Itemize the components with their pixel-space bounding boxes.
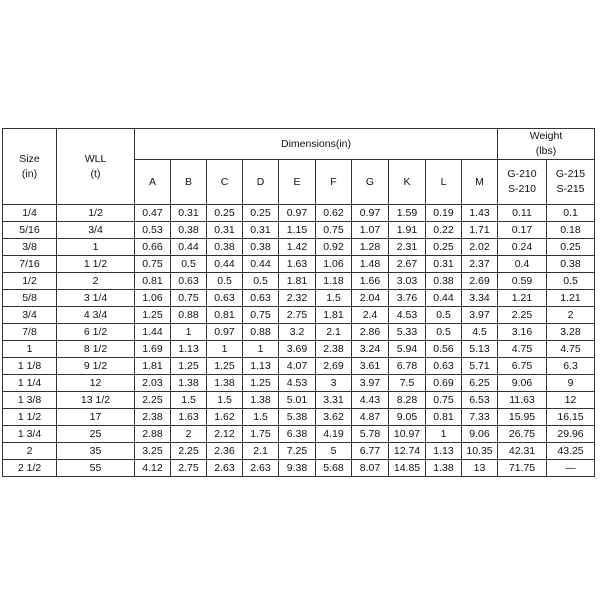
dim-col-header-a: A: [135, 160, 171, 205]
cell-weight-215: 3.28: [547, 324, 595, 341]
cell-b: 2.75: [171, 460, 207, 477]
cell-f: 1.5: [316, 290, 352, 307]
cell-f: 0.92: [316, 239, 352, 256]
cell-a: 1.44: [135, 324, 171, 341]
cell-d: 0.5: [243, 273, 279, 290]
cell-l: 0.22: [426, 222, 462, 239]
cell-e: 3.69: [279, 341, 316, 358]
cell-c: 2.63: [207, 460, 243, 477]
cell-k: 12.74: [389, 443, 426, 460]
dim-col-header-l: L: [426, 160, 462, 205]
cell-f: 5: [316, 443, 352, 460]
table-row: [3, 239, 595, 256]
cell-l: 0.19: [426, 205, 462, 222]
cell-size: 1: [3, 341, 57, 358]
cell-weight-215: 0.25: [547, 239, 595, 256]
cell-weight-215: —: [547, 460, 595, 477]
cell-b: 1.63: [171, 409, 207, 426]
cell-a: 0.53: [135, 222, 171, 239]
cell-k: 3.76: [389, 290, 426, 307]
cell-l: 1: [426, 426, 462, 443]
dim-col-header-f: F: [316, 160, 352, 205]
cell-weight-210: 71.75: [498, 460, 547, 477]
cell-size: 2 1/2: [3, 460, 57, 477]
cell-a: 0.66: [135, 239, 171, 256]
cell-size: 7/16: [3, 256, 57, 273]
cell-g: 3.61: [352, 358, 389, 375]
cell-m: 10.35: [462, 443, 498, 460]
cell-wll: 1 1/2: [57, 256, 135, 273]
cell-d: 0.63: [243, 290, 279, 307]
cell-c: 1.25: [207, 358, 243, 375]
cell-c: 1.62: [207, 409, 243, 426]
cell-d: 0.38: [243, 239, 279, 256]
cell-e: 3.2: [279, 324, 316, 341]
cell-f: 3.31: [316, 392, 352, 409]
cell-b: 0.44: [171, 239, 207, 256]
cell-e: 1.81: [279, 273, 316, 290]
cell-l: 0.63: [426, 358, 462, 375]
cell-k: 1.59: [389, 205, 426, 222]
cell-c: 2.36: [207, 443, 243, 460]
cell-l: 1.38: [426, 460, 462, 477]
cell-k: 14.85: [389, 460, 426, 477]
cell-e: 1.15: [279, 222, 316, 239]
cell-l: 0.75: [426, 392, 462, 409]
cell-weight-210: 11.63: [498, 392, 547, 409]
cell-weight-210: 42.31: [498, 443, 547, 460]
cell-l: 0.56: [426, 341, 462, 358]
cell-weight-210: 0.11: [498, 205, 547, 222]
cell-weight-215: 0.5: [547, 273, 595, 290]
cell-k: 4.53: [389, 307, 426, 324]
cell-d: 1.75: [243, 426, 279, 443]
cell-d: 0.31: [243, 222, 279, 239]
cell-e: 0.97: [279, 205, 316, 222]
cell-c: 1: [207, 341, 243, 358]
table-row: [3, 222, 595, 239]
cell-m: 3.97: [462, 307, 498, 324]
cell-f: 0.62: [316, 205, 352, 222]
cell-m: 2.37: [462, 256, 498, 273]
cell-d: 2.63: [243, 460, 279, 477]
cell-weight-215: 0.38: [547, 256, 595, 273]
cell-f: 2.1: [316, 324, 352, 341]
cell-g: 2.04: [352, 290, 389, 307]
cell-size: 1 3/8: [3, 392, 57, 409]
cell-d: 2.1: [243, 443, 279, 460]
cell-k: 5.94: [389, 341, 426, 358]
cell-k: 7.5: [389, 375, 426, 392]
cell-e: 2.32: [279, 290, 316, 307]
cell-m: 1.71: [462, 222, 498, 239]
cell-wll: 25: [57, 426, 135, 443]
cell-size: 2: [3, 443, 57, 460]
cell-size: 1/2: [3, 273, 57, 290]
cell-f: 1.06: [316, 256, 352, 273]
table-row: [3, 409, 595, 426]
table-body: [3, 205, 595, 477]
cell-weight-210: 1.21: [498, 290, 547, 307]
cell-size: 1 1/4: [3, 375, 57, 392]
cell-m: 5.71: [462, 358, 498, 375]
cell-d: 1.13: [243, 358, 279, 375]
cell-e: 6.38: [279, 426, 316, 443]
cell-g: 3.24: [352, 341, 389, 358]
cell-l: 0.44: [426, 290, 462, 307]
cell-e: 5.01: [279, 392, 316, 409]
cell-e: 5.38: [279, 409, 316, 426]
cell-weight-215: 1.21: [547, 290, 595, 307]
cell-c: 0.44: [207, 256, 243, 273]
cell-a: 0.47: [135, 205, 171, 222]
cell-b: 0.5: [171, 256, 207, 273]
cell-l: 0.81: [426, 409, 462, 426]
cell-a: 1.25: [135, 307, 171, 324]
cell-k: 6.78: [389, 358, 426, 375]
cell-k: 2.31: [389, 239, 426, 256]
cell-wll: 1/2: [57, 205, 135, 222]
cell-k: 2.67: [389, 256, 426, 273]
cell-l: 0.31: [426, 256, 462, 273]
cell-f: 1.18: [316, 273, 352, 290]
cell-wll: 35: [57, 443, 135, 460]
weight-header: Weight (lbs): [498, 129, 595, 160]
cell-g: 4.43: [352, 392, 389, 409]
cell-weight-215: 6.3: [547, 358, 595, 375]
table-row: [3, 307, 595, 324]
cell-l: 0.38: [426, 273, 462, 290]
cell-m: 5.13: [462, 341, 498, 358]
cell-f: 1.81: [316, 307, 352, 324]
table-row: [3, 256, 595, 273]
cell-a: 1.69: [135, 341, 171, 358]
cell-k: 8.28: [389, 392, 426, 409]
cell-wll: 17: [57, 409, 135, 426]
cell-c: 1.38: [207, 375, 243, 392]
wll-header: WLL (t): [57, 129, 135, 205]
cell-b: 1.25: [171, 358, 207, 375]
table-row: [3, 426, 595, 443]
dim-col-header-d: D: [243, 160, 279, 205]
cell-g: 1.66: [352, 273, 389, 290]
cell-d: 1.5: [243, 409, 279, 426]
cell-a: 2.88: [135, 426, 171, 443]
cell-b: 0.63: [171, 273, 207, 290]
cell-b: 0.75: [171, 290, 207, 307]
cell-weight-210: 9.06: [498, 375, 547, 392]
spec-table: [2, 128, 595, 477]
cell-g: 4.87: [352, 409, 389, 426]
cell-size: 1 1/2: [3, 409, 57, 426]
cell-wll: 55: [57, 460, 135, 477]
cell-weight-215: 12: [547, 392, 595, 409]
cell-weight-215: 43.25: [547, 443, 595, 460]
cell-l: 0.25: [426, 239, 462, 256]
cell-c: 2.12: [207, 426, 243, 443]
cell-f: 2.69: [316, 358, 352, 375]
cell-b: 0.31: [171, 205, 207, 222]
cell-weight-210: 0.17: [498, 222, 547, 239]
cell-a: 3.25: [135, 443, 171, 460]
dim-col-header-m: M: [462, 160, 498, 205]
cell-g: 0.97: [352, 205, 389, 222]
cell-weight-210: 0.24: [498, 239, 547, 256]
cell-a: 4.12: [135, 460, 171, 477]
dim-col-header-g: G: [352, 160, 389, 205]
cell-size: 1/4: [3, 205, 57, 222]
table-row: [3, 341, 595, 358]
cell-k: 9.05: [389, 409, 426, 426]
cell-d: 0.75: [243, 307, 279, 324]
cell-f: 4.19: [316, 426, 352, 443]
cell-weight-210: 2.25: [498, 307, 547, 324]
cell-g: 2.86: [352, 324, 389, 341]
cell-d: 0.25: [243, 205, 279, 222]
cell-l: 0.69: [426, 375, 462, 392]
cell-e: 4.07: [279, 358, 316, 375]
cell-weight-210: 26.75: [498, 426, 547, 443]
cell-wll: 3/4: [57, 222, 135, 239]
cell-d: 1.38: [243, 392, 279, 409]
cell-wll: 13 1/2: [57, 392, 135, 409]
table-row: [3, 375, 595, 392]
cell-c: 0.81: [207, 307, 243, 324]
cell-b: 0.88: [171, 307, 207, 324]
cell-a: 2.38: [135, 409, 171, 426]
cell-b: 0.38: [171, 222, 207, 239]
table-row: [3, 460, 595, 477]
cell-a: 2.03: [135, 375, 171, 392]
cell-m: 7.33: [462, 409, 498, 426]
cell-c: 0.31: [207, 222, 243, 239]
cell-e: 1.63: [279, 256, 316, 273]
cell-f: 2.38: [316, 341, 352, 358]
cell-l: 0.5: [426, 307, 462, 324]
dimensions-header: Dimensions(in): [135, 129, 498, 160]
dim-col-header-c: C: [207, 160, 243, 205]
cell-c: 1.5: [207, 392, 243, 409]
cell-f: 3: [316, 375, 352, 392]
cell-c: 0.5: [207, 273, 243, 290]
cell-c: 0.38: [207, 239, 243, 256]
cell-weight-215: 4.75: [547, 341, 595, 358]
cell-d: 0.88: [243, 324, 279, 341]
cell-size: 3/8: [3, 239, 57, 256]
cell-wll: 12: [57, 375, 135, 392]
cell-g: 1.28: [352, 239, 389, 256]
cell-g: 3.97: [352, 375, 389, 392]
cell-m: 6.53: [462, 392, 498, 409]
cell-wll: 4 3/4: [57, 307, 135, 324]
cell-a: 1.81: [135, 358, 171, 375]
cell-a: 2.25: [135, 392, 171, 409]
weight-col-header-2: G-215 S-215: [547, 160, 595, 205]
cell-g: 2.4: [352, 307, 389, 324]
cell-weight-210: 0.59: [498, 273, 547, 290]
cell-m: 1.43: [462, 205, 498, 222]
cell-wll: 2: [57, 273, 135, 290]
table-row: [3, 392, 595, 409]
cell-l: 1.13: [426, 443, 462, 460]
cell-size: 1 3/4: [3, 426, 57, 443]
cell-wll: 1: [57, 239, 135, 256]
cell-d: 1.25: [243, 375, 279, 392]
cell-a: 0.75: [135, 256, 171, 273]
cell-m: 9.06: [462, 426, 498, 443]
cell-weight-210: 0.4: [498, 256, 547, 273]
cell-k: 1.91: [389, 222, 426, 239]
cell-b: 1: [171, 324, 207, 341]
cell-e: 9.38: [279, 460, 316, 477]
table-row: [3, 324, 595, 341]
cell-g: 1.07: [352, 222, 389, 239]
cell-weight-210: 6.75: [498, 358, 547, 375]
dim-col-header-e: E: [279, 160, 316, 205]
cell-m: 4.5: [462, 324, 498, 341]
cell-f: 3.62: [316, 409, 352, 426]
cell-c: 0.97: [207, 324, 243, 341]
dim-col-header-k: K: [389, 160, 426, 205]
table-row: [3, 205, 595, 222]
cell-e: 4.53: [279, 375, 316, 392]
cell-c: 0.63: [207, 290, 243, 307]
cell-weight-210: 15.95: [498, 409, 547, 426]
table-row: [3, 273, 595, 290]
cell-weight-215: 9: [547, 375, 595, 392]
cell-f: 5.68: [316, 460, 352, 477]
cell-b: 2.25: [171, 443, 207, 460]
cell-k: 3.03: [389, 273, 426, 290]
table-header: [3, 129, 595, 205]
cell-e: 7.25: [279, 443, 316, 460]
cell-g: 6.77: [352, 443, 389, 460]
cell-a: 1.06: [135, 290, 171, 307]
cell-e: 2.75: [279, 307, 316, 324]
cell-b: 1.13: [171, 341, 207, 358]
cell-g: 5.78: [352, 426, 389, 443]
cell-b: 1.38: [171, 375, 207, 392]
table-row: [3, 290, 595, 307]
cell-m: 6.25: [462, 375, 498, 392]
table-row: [3, 358, 595, 375]
cell-wll: 3 1/4: [57, 290, 135, 307]
cell-size: 1 1/8: [3, 358, 57, 375]
cell-m: 13: [462, 460, 498, 477]
spec-table-container: [2, 128, 595, 477]
cell-g: 1.48: [352, 256, 389, 273]
cell-weight-215: 29.96: [547, 426, 595, 443]
cell-weight-215: 0.1: [547, 205, 595, 222]
cell-weight-210: 4.75: [498, 341, 547, 358]
cell-a: 0.81: [135, 273, 171, 290]
cell-m: 3.34: [462, 290, 498, 307]
cell-size: 7/8: [3, 324, 57, 341]
cell-f: 0.75: [316, 222, 352, 239]
size-header: Size (in): [3, 129, 57, 205]
cell-size: 5/16: [3, 222, 57, 239]
cell-e: 1.42: [279, 239, 316, 256]
cell-wll: 6 1/2: [57, 324, 135, 341]
cell-m: 2.69: [462, 273, 498, 290]
weight-col-header-1: G-210 S-210: [498, 160, 547, 205]
cell-m: 2.02: [462, 239, 498, 256]
table-row: [3, 443, 595, 460]
cell-weight-215: 2: [547, 307, 595, 324]
cell-k: 10.97: [389, 426, 426, 443]
dim-col-header-b: B: [171, 160, 207, 205]
cell-c: 0.25: [207, 205, 243, 222]
cell-weight-215: 16.15: [547, 409, 595, 426]
cell-size: 3/4: [3, 307, 57, 324]
cell-b: 1.5: [171, 392, 207, 409]
cell-wll: 9 1/2: [57, 358, 135, 375]
cell-wll: 8 1/2: [57, 341, 135, 358]
cell-weight-210: 3.16: [498, 324, 547, 341]
cell-weight-215: 0.18: [547, 222, 595, 239]
cell-k: 5.33: [389, 324, 426, 341]
cell-d: 1: [243, 341, 279, 358]
cell-g: 8.07: [352, 460, 389, 477]
cell-d: 0.44: [243, 256, 279, 273]
cell-size: 5/8: [3, 290, 57, 307]
cell-b: 2: [171, 426, 207, 443]
cell-l: 0.5: [426, 324, 462, 341]
